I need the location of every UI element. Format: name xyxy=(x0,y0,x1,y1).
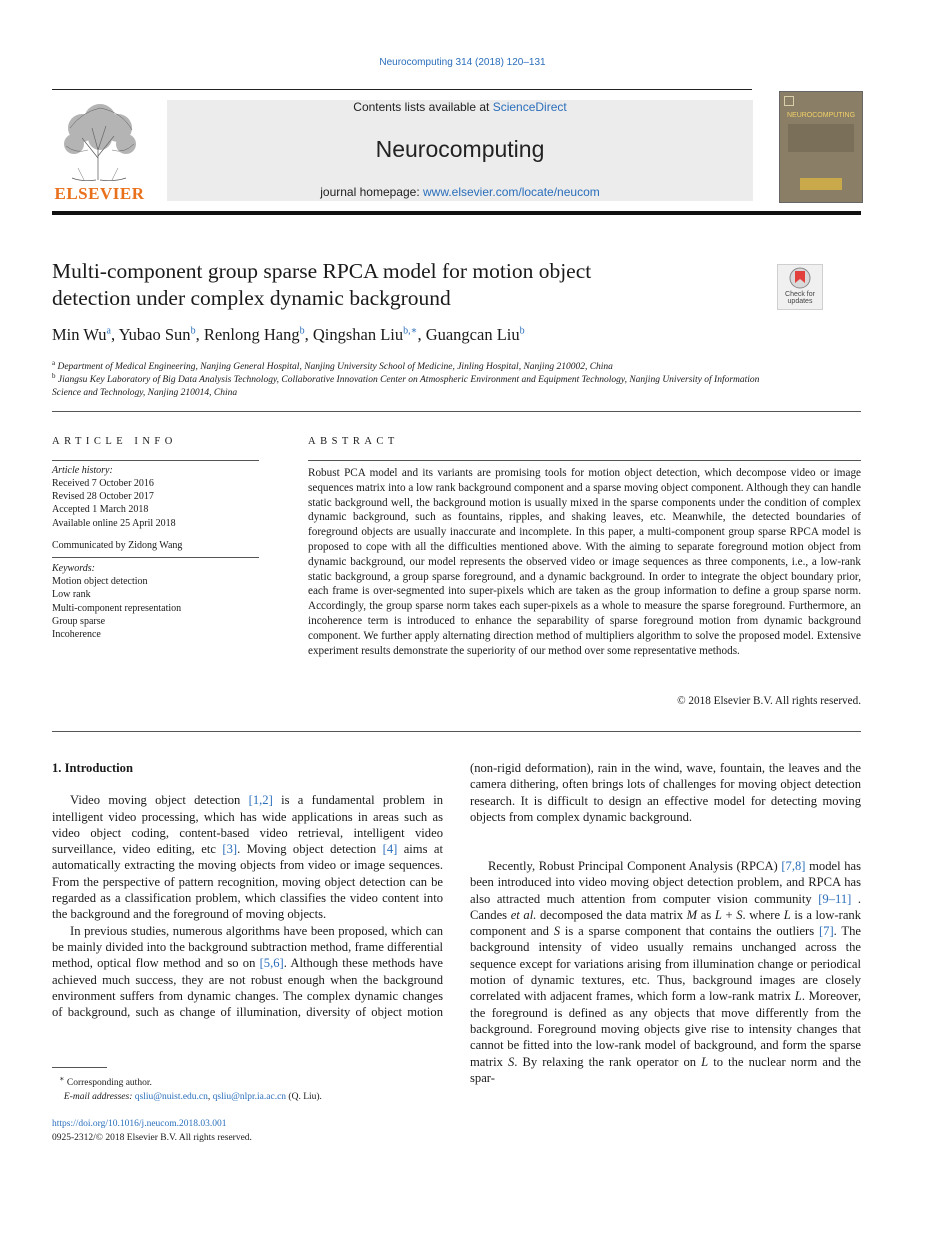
citation-link[interactable]: [1,2] xyxy=(248,793,273,808)
elsevier-wordmark: ELSEVIER xyxy=(54,184,145,203)
cover-emblem-icon xyxy=(784,96,794,106)
affiliation-b xyxy=(52,370,772,400)
author-separator: , xyxy=(110,325,119,344)
author[interactable]: Qingshan Liu xyxy=(312,325,404,344)
affiliation-mark: a xyxy=(52,359,56,367)
author-list xyxy=(52,325,525,345)
journal-reference[interactable]: Neurocomputing 314 (2018) 120–131 xyxy=(379,57,546,68)
keyword: Incoherence xyxy=(52,629,101,640)
author-affiliation-mark[interactable]: b xyxy=(299,325,305,337)
homepage-line xyxy=(167,185,753,199)
journal-name: Neurocomputing xyxy=(375,136,545,162)
article-info-rule xyxy=(52,557,259,558)
keyword: Motion object detection xyxy=(52,576,148,587)
sciencedirect-link[interactable]: ScienceDirect xyxy=(492,100,567,114)
footnote xyxy=(52,1072,322,1104)
header-rule xyxy=(52,211,861,215)
citation-link[interactable]: [7,8] xyxy=(781,859,806,873)
citation-link[interactable]: [9–11] xyxy=(818,891,852,906)
affiliation-text: Jiangsu Key Laboratory of Big Data Analysis Technology, Collaborative Innovation Center on Atmospheric Environment and Equipment Technology, Nanjing University of Information Science and Technology, Nanjing 210014, China xyxy=(52,375,760,399)
crossmark-icon xyxy=(778,265,822,291)
keyword: Multi-component representation xyxy=(52,603,182,614)
abstract-rule xyxy=(308,460,861,461)
contents-prefix: Contents lists available at xyxy=(353,100,493,114)
article-title-line-2: detection under complex dynamic background xyxy=(52,286,451,310)
intro-paragraph-3: Recently, Robust Principal Component Analysis (RPCA) [7,8] model has been introduced into video moving object detection problem, and RPCA has also attracted much attention from computer vision community [9–11] . Candes et al. decomposed the data matrix M as L + S. where L is a low-rank component and S is a sparse component that contains the outliers [7]. The background intensity of video usually remains unchanged across the sequence except for variations arising from illumination change or periodical motion of dynamic textures, etc. Thus, background images are closely correlated with adjacent frames, which form a low-rank matrix L. Moreover, the foreground is defined as any objects that move differently from the background. Foreground moving objects give rise to intensity changes that cannot be fitted into the low-rank model of background, and form the sparse matrix S. By relaxing the rank operator on L to the nuclear norm and the spar- xyxy=(470,859,862,1085)
citation-link[interactable]: [5,6] xyxy=(259,956,284,971)
article-history-label: Article history: xyxy=(52,465,113,476)
section-rule xyxy=(52,731,861,732)
homepage-link[interactable]: www.elsevier.com/locate/neucom xyxy=(423,185,600,199)
author-affiliation-mark[interactable]: b xyxy=(519,325,525,337)
author-affiliation-mark[interactable]: b,∗ xyxy=(403,325,418,337)
intro-paragraph-1: Video moving object detection [1,2] is a fundamental problem in intelligent video processing, which has wide applications in areas such as video object coding, content-based video retrieval, intelligent video surveillance, video editing, etc [3]. Moving object detection [4] aims at automatically extracting the moving objects from video or image sequences. From the perspective of pattern recognition, moving object detection can be regarded as a classification problem, which classifies the video content into the background and the foreground of moving objects. xyxy=(52,793,443,922)
keyword: Low rank xyxy=(52,589,91,600)
online-date: Available online 25 April 2018 xyxy=(52,518,176,529)
author-affiliation-mark[interactable]: b xyxy=(190,325,196,337)
section-rule xyxy=(52,411,861,412)
citation-link[interactable]: [4] xyxy=(382,842,398,857)
affiliation-text: Department of Medical Engineering, Nanjing General Hospital, Nanjing University School of Medicine, Jinling Hospital, Nanjing 210002, China xyxy=(57,362,613,373)
abstract-text: Robust PCA model and its variants are promising tools for motion object detection, which decompose video or image sequences matrix into a low rank background component and a sparse moving object component. Although they can handle static background well, the background motion is usually mixed in the sparse components under the condition of complex dynamic background, such as fountains, ripples, and shaking leaves, etc. Meanwhile, the detected boundaries of foreground objects are usually inaccurate and incomplete. In this paper, a multi-component group sparse RPCA model is proposed to cope with all the difficulties mentioned above. With the aiming to separate foreground motion object from dynamic background, our model represents the observed video or image sequences as three components, i.e., a low-rank static background, a group sparse foreground, and a dynamic background. In order to integrate the object boundary prior, each frame is over-segmented into super-pixels which are taken as the group information to define a group sparse norm. Accordingly, the group sparse norm takes each super-pixels as a whole to measure the sparse foreground. Furthermore, an incoherence term is introduced to enhance the separability of sparse foreground motion from dynamic background component. We further apply alternating direction method of multipliers algorithm to solve the proposed model. Extensive experiment results demonstrate the superiority of our method over some representative methods. xyxy=(308,467,862,657)
check-for-updates-button[interactable] xyxy=(777,264,823,310)
journal-cover[interactable] xyxy=(779,91,863,203)
body-column-left xyxy=(52,760,443,1021)
cover-contents-block xyxy=(788,124,854,152)
issn-line: 0925-2312/© 2018 Elsevier B.V. All rights reserved. xyxy=(52,1133,252,1143)
keyword: Group sparse xyxy=(52,616,106,627)
article-title xyxy=(52,258,742,312)
citation-link[interactable]: [7] xyxy=(818,924,834,939)
article-title-line-1: Multi-component group sparse RPCA model for motion object xyxy=(52,259,592,283)
top-rule xyxy=(52,89,752,90)
author[interactable]: Yubao Sun xyxy=(118,325,191,344)
revised-date: Revised 28 October 2017 xyxy=(52,491,154,502)
communicated-by: Communicated by Zidong Wang xyxy=(52,540,183,551)
abstract-copyright: © 2018 Elsevier B.V. All rights reserved. xyxy=(677,695,861,707)
author-separator: , xyxy=(417,325,426,344)
intro-paragraph-2-continued: (non-rigid deformation), rain in the wind, wave, fountain, the leaves and the camera dithering, often brings lots of challenges for moving object detection research. It is difficult to design an effective model for detecting moving objects from complex dynamic background. xyxy=(470,760,861,824)
accepted-date: Accepted 1 March 2018 xyxy=(52,504,149,515)
received-date: Received 7 October 2016 xyxy=(52,478,154,489)
email-line: E-mail addresses: qsliu@nuist.edu.cn, qsliu@nlpr.ia.ac.cn (Q. Liu). xyxy=(63,1092,322,1103)
author-separator: , xyxy=(195,325,204,344)
author-affiliation-mark[interactable]: a xyxy=(106,325,111,337)
check-for-updates-label: Check for updates xyxy=(785,291,815,305)
cover-title: NEUROCOMPUTING xyxy=(786,112,856,119)
affiliation-mark: b xyxy=(52,372,56,380)
intro-paragraph-2: In previous studies, numerous algorithms have been proposed, which can be mainly divided into the background subtraction method, frame differential method, optical flow method and so on [5,6]. Although these methods have achieved much success, they are not robust enough when the background environment suffers from dynamic changes. The complex dynamic changes of background, such as change of illumination, diversity of object motion xyxy=(52,923,443,1020)
doi-link[interactable]: https://doi.org/10.1016/j.neucom.2018.03.001 xyxy=(52,1119,227,1129)
elsevier-logo[interactable] xyxy=(52,98,147,203)
email-link[interactable]: qsliu@nlpr.ia.ac.cn xyxy=(212,1092,287,1103)
footnote-rule xyxy=(52,1067,107,1068)
keywords-label: Keywords: xyxy=(52,563,95,574)
homepage-prefix: journal homepage: xyxy=(320,185,423,199)
cover-badge xyxy=(800,178,842,190)
abstract-heading: ABSTRACT xyxy=(308,436,399,447)
email-link[interactable]: qsliu@nuist.edu.cn xyxy=(134,1092,208,1103)
section-heading-introduction: 1. Introduction xyxy=(52,761,133,775)
contents-line xyxy=(167,100,753,114)
author-separator: , xyxy=(304,325,313,344)
body-column-right xyxy=(470,760,861,1086)
author[interactable]: Min Wu xyxy=(52,325,107,344)
author[interactable]: Guangcan Liu xyxy=(425,325,520,344)
article-info-heading: ARTICLE INFO xyxy=(52,436,177,447)
citation-link[interactable]: [3] xyxy=(222,842,238,857)
corresponding-author-note: ∗ Corresponding author. xyxy=(59,1074,152,1089)
author[interactable]: Renlong Hang xyxy=(203,325,300,344)
article-info-rule xyxy=(52,460,259,461)
